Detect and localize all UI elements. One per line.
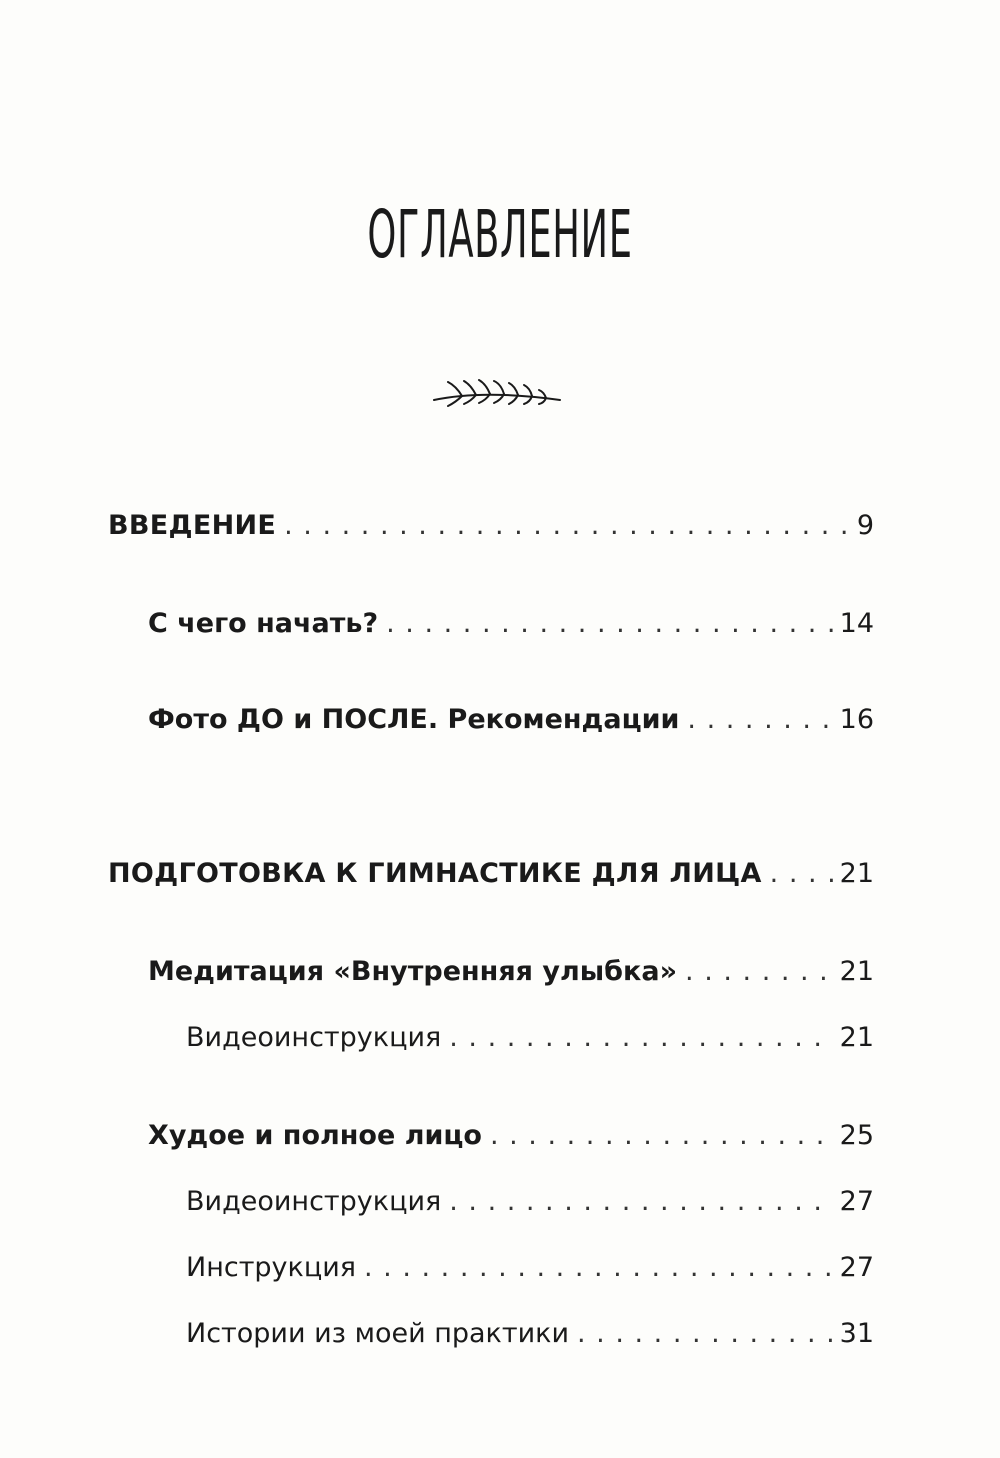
toc-entry-label: ПОДГОТОВКА К ГИМНАСТИКЕ ДЛЯ ЛИЦА (108, 858, 762, 889)
toc-entry-label: Видеоинструкция (186, 1022, 442, 1053)
toc-entry-introduction[interactable] (108, 510, 874, 541)
toc-page-number: 14 (839, 608, 874, 639)
toc-entry-label: С чего начать? (148, 608, 379, 639)
toc-entry-thin-and-full-face[interactable] (148, 1120, 874, 1151)
dot-leader (490, 1120, 834, 1151)
toc-entry-label: Инструкция (186, 1252, 357, 1283)
toc-entry-label: Истории из моей практики (186, 1318, 569, 1349)
toc-page-number: 31 (839, 1318, 874, 1349)
dot-leader (284, 510, 851, 541)
toc-entry-meditation[interactable] (148, 956, 874, 987)
toc-entry-preparation[interactable] (108, 858, 874, 889)
toc-page-number: 27 (839, 1186, 874, 1217)
toc-entry-where-to-start[interactable] (148, 608, 874, 639)
dot-leader (449, 1186, 833, 1217)
toc-entry-label: ВВЕДЕНИЕ (108, 510, 277, 541)
toc-entry-instruction[interactable] (186, 1252, 874, 1283)
dot-leader (449, 1022, 833, 1053)
toc-entry-practice-stories[interactable] (186, 1318, 874, 1349)
dot-leader (770, 858, 834, 889)
leaf-branch-icon (432, 370, 564, 412)
toc-page-number: 21 (839, 858, 874, 889)
dot-leader (386, 608, 834, 639)
toc-entry-label: Фото ДО и ПОСЛЕ. Рекомендации (148, 704, 680, 735)
toc-page-number: 21 (839, 1022, 874, 1053)
page-title: ОГЛАВЛЕНИЕ (367, 196, 633, 273)
toc-entry-video-instruction[interactable] (186, 1022, 874, 1053)
dot-leader (577, 1318, 834, 1349)
toc-entry-label: Видеоинструкция (186, 1186, 442, 1217)
dot-leader (364, 1252, 834, 1283)
toc-entry-before-after-photos[interactable] (148, 704, 874, 735)
dot-leader (687, 704, 833, 735)
toc-page-number: 21 (839, 956, 874, 987)
toc-page-number: 9 (856, 510, 874, 541)
toc-page-number: 16 (839, 704, 874, 735)
toc-page-number: 25 (839, 1120, 874, 1151)
toc-entry-label: Худое и полное лицо (148, 1120, 482, 1151)
toc-entry-video-instruction[interactable] (186, 1186, 874, 1217)
toc-page-number: 27 (839, 1252, 874, 1283)
dot-leader (685, 956, 834, 987)
toc-entry-label: Медитация «Внутренняя улыбка» (148, 956, 678, 987)
